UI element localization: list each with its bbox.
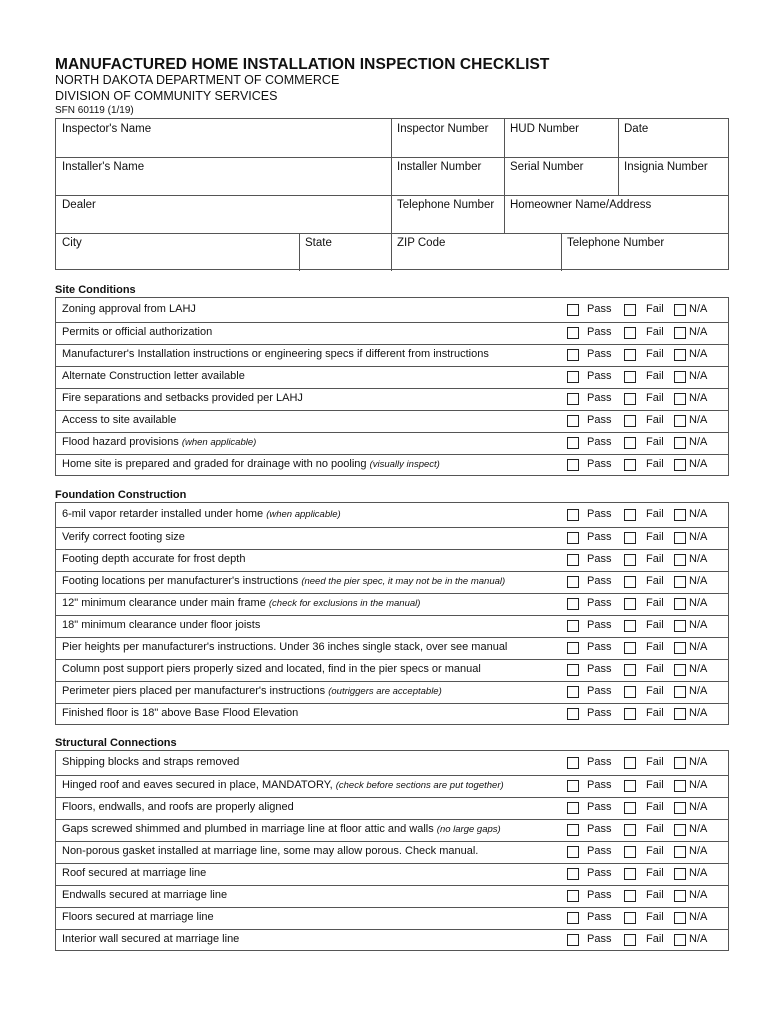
item-text: Interior wall secured at marriage line bbox=[62, 933, 240, 945]
fail-label: Fail bbox=[646, 575, 664, 587]
dealer-telephone-field[interactable]: Telephone Number bbox=[397, 199, 495, 211]
checklist-item bbox=[56, 841, 728, 863]
fail-checkbox[interactable] bbox=[624, 912, 636, 924]
item-label bbox=[62, 889, 227, 901]
fail-label: Fail bbox=[646, 911, 664, 923]
checklist-item bbox=[56, 571, 728, 593]
na-label: N/A bbox=[689, 531, 708, 543]
pass-label: Pass bbox=[587, 414, 612, 426]
item-text: Access to site available bbox=[62, 414, 177, 426]
fail-checkbox[interactable] bbox=[624, 934, 636, 946]
fail-label: Fail bbox=[646, 707, 664, 719]
item-label bbox=[62, 801, 294, 813]
item-label bbox=[62, 685, 442, 697]
fail-checkbox[interactable] bbox=[624, 576, 636, 588]
item-text: 6-mil vapor retarder installed under home bbox=[62, 508, 267, 520]
item-text: Gaps screwed shimmed and plumbed in marriage line at floor attic and walls bbox=[62, 823, 437, 835]
section-title: Structural Connections bbox=[55, 737, 177, 749]
na-label: N/A bbox=[689, 370, 708, 382]
pass-label: Pass bbox=[587, 597, 612, 609]
pass-label: Pass bbox=[587, 845, 612, 857]
pass-checkbox[interactable] bbox=[567, 598, 579, 610]
pass-label: Pass bbox=[587, 685, 612, 697]
pass-label: Pass bbox=[587, 707, 612, 719]
fail-label: Fail bbox=[646, 823, 664, 835]
item-text: Permits or official authorization bbox=[62, 326, 213, 338]
pass-checkbox[interactable] bbox=[567, 890, 579, 902]
item-label bbox=[62, 303, 196, 315]
item-text: Alternate Construction letter available bbox=[62, 370, 245, 382]
checklist-item bbox=[56, 775, 728, 797]
pass-label: Pass bbox=[587, 458, 612, 470]
item-label bbox=[62, 823, 501, 835]
checklist-item bbox=[56, 388, 728, 410]
pass-checkbox[interactable] bbox=[567, 912, 579, 924]
item-note: (need the pier spec, it may not be in the manual) bbox=[301, 576, 506, 587]
fail-checkbox[interactable] bbox=[624, 686, 636, 698]
item-label bbox=[62, 392, 303, 404]
fail-label: Fail bbox=[646, 845, 664, 857]
fail-label: Fail bbox=[646, 531, 664, 543]
pass-checkbox[interactable] bbox=[567, 708, 579, 720]
form-title: MANUFACTURED HOME INSTALLATION INSPECTION CHECKLIST bbox=[55, 56, 550, 73]
item-label bbox=[62, 508, 341, 520]
checklist-item bbox=[56, 432, 728, 454]
fail-label: Fail bbox=[646, 619, 664, 631]
pass-checkbox[interactable] bbox=[567, 934, 579, 946]
pass-checkbox[interactable] bbox=[567, 868, 579, 880]
fail-checkbox[interactable] bbox=[624, 620, 636, 632]
pass-label: Pass bbox=[587, 779, 612, 791]
pass-label: Pass bbox=[587, 933, 612, 945]
item-note: (check before sections are put together) bbox=[335, 780, 504, 791]
checklist-item bbox=[56, 819, 728, 841]
item-label bbox=[62, 707, 298, 719]
na-checkbox[interactable] bbox=[674, 576, 686, 588]
na-checkbox[interactable] bbox=[674, 509, 686, 521]
na-checkbox[interactable] bbox=[674, 890, 686, 902]
item-text: Verify correct footing size bbox=[62, 531, 185, 543]
pass-checkbox[interactable] bbox=[567, 757, 579, 769]
item-text: 12" minimum clearance under main frame bbox=[62, 597, 269, 609]
na-checkbox[interactable] bbox=[674, 824, 686, 836]
dealer-field[interactable]: Dealer bbox=[62, 199, 96, 211]
na-checkbox[interactable] bbox=[674, 554, 686, 566]
checklist-item bbox=[56, 503, 728, 527]
checklist-item bbox=[56, 885, 728, 907]
fail-label: Fail bbox=[646, 392, 664, 404]
item-text: Floors secured at marriage line bbox=[62, 911, 214, 923]
section-box bbox=[55, 297, 729, 476]
serial-number-field[interactable]: Serial Number bbox=[510, 161, 584, 173]
info-fields-box bbox=[55, 118, 729, 270]
item-text: Fire separations and setbacks provided per LAHJ bbox=[62, 392, 303, 404]
pass-label: Pass bbox=[587, 663, 612, 675]
city-field[interactable]: City bbox=[62, 237, 82, 249]
date-field[interactable]: Date bbox=[624, 123, 649, 135]
na-label: N/A bbox=[689, 867, 708, 879]
na-label: N/A bbox=[689, 801, 708, 813]
hud-number-field[interactable]: HUD Number bbox=[510, 123, 580, 135]
na-checkbox[interactable] bbox=[674, 393, 686, 405]
checklist-item bbox=[56, 659, 728, 681]
item-text: Zoning approval from LAHJ bbox=[62, 303, 196, 315]
pass-checkbox[interactable] bbox=[567, 576, 579, 588]
homeowner-field[interactable]: Homeowner Name/Address bbox=[510, 199, 652, 211]
na-label: N/A bbox=[689, 348, 708, 360]
pass-checkbox[interactable] bbox=[567, 780, 579, 792]
pass-checkbox[interactable] bbox=[567, 664, 579, 676]
checklist-item bbox=[56, 410, 728, 432]
pass-label: Pass bbox=[587, 801, 612, 813]
fail-checkbox[interactable] bbox=[624, 846, 636, 858]
item-note: (no large gaps) bbox=[436, 824, 501, 835]
na-label: N/A bbox=[689, 458, 708, 470]
inspector-name-field[interactable]: Inspector's Name bbox=[62, 123, 152, 135]
na-label: N/A bbox=[689, 597, 708, 609]
checklist-item bbox=[56, 366, 728, 388]
na-label: N/A bbox=[689, 779, 708, 791]
fail-label: Fail bbox=[646, 303, 664, 315]
fail-checkbox[interactable] bbox=[624, 708, 636, 720]
pass-label: Pass bbox=[587, 575, 612, 587]
na-label: N/A bbox=[689, 889, 708, 901]
pass-checkbox[interactable] bbox=[567, 327, 579, 339]
checklist-item bbox=[56, 454, 728, 476]
checklist-item bbox=[56, 703, 728, 725]
insignia-number-field[interactable]: Insignia Number bbox=[624, 161, 708, 173]
fail-checkbox[interactable] bbox=[624, 349, 636, 361]
pass-label: Pass bbox=[587, 326, 612, 338]
fail-checkbox[interactable] bbox=[624, 598, 636, 610]
fail-checkbox[interactable] bbox=[624, 509, 636, 521]
checklist-item bbox=[56, 549, 728, 571]
item-label bbox=[62, 641, 507, 653]
fail-label: Fail bbox=[646, 597, 664, 609]
item-label bbox=[62, 911, 214, 923]
item-label bbox=[62, 531, 185, 543]
fail-label: Fail bbox=[646, 458, 664, 470]
na-label: N/A bbox=[689, 911, 708, 923]
fail-checkbox[interactable] bbox=[624, 415, 636, 427]
pass-checkbox[interactable] bbox=[567, 437, 579, 449]
fail-checkbox[interactable] bbox=[624, 304, 636, 316]
na-checkbox[interactable] bbox=[674, 868, 686, 880]
pass-checkbox[interactable] bbox=[567, 371, 579, 383]
pass-checkbox[interactable] bbox=[567, 620, 579, 632]
pass-checkbox[interactable] bbox=[567, 802, 579, 814]
pass-label: Pass bbox=[587, 911, 612, 923]
checklist-item bbox=[56, 681, 728, 703]
pass-label: Pass bbox=[587, 392, 612, 404]
na-checkbox[interactable] bbox=[674, 415, 686, 427]
na-label: N/A bbox=[689, 392, 708, 404]
pass-label: Pass bbox=[587, 619, 612, 631]
na-checkbox[interactable] bbox=[674, 708, 686, 720]
na-checkbox[interactable] bbox=[674, 371, 686, 383]
item-label bbox=[62, 867, 206, 879]
item-text: Endwalls secured at marriage line bbox=[62, 889, 228, 901]
pass-label: Pass bbox=[587, 436, 612, 448]
pass-checkbox[interactable] bbox=[567, 846, 579, 858]
fail-checkbox[interactable] bbox=[624, 757, 636, 769]
item-text: Non-porous gasket installed at marriage line, some may allow porous. Check manual. bbox=[62, 845, 479, 857]
item-label bbox=[62, 756, 239, 768]
na-checkbox[interactable] bbox=[674, 642, 686, 654]
fail-label: Fail bbox=[646, 508, 664, 520]
na-label: N/A bbox=[689, 619, 708, 631]
fail-checkbox[interactable] bbox=[624, 642, 636, 654]
section-box bbox=[55, 750, 729, 951]
na-checkbox[interactable] bbox=[674, 757, 686, 769]
fail-label: Fail bbox=[646, 348, 664, 360]
item-label bbox=[62, 779, 504, 791]
pass-checkbox[interactable] bbox=[567, 686, 579, 698]
installer-name-field[interactable]: Installer's Name bbox=[62, 161, 145, 173]
inspector-number-field[interactable]: Inspector Number bbox=[397, 123, 489, 135]
fail-checkbox[interactable] bbox=[624, 393, 636, 405]
na-checkbox[interactable] bbox=[674, 686, 686, 698]
na-label: N/A bbox=[689, 823, 708, 835]
fail-label: Fail bbox=[646, 889, 664, 901]
na-label: N/A bbox=[689, 436, 708, 448]
fail-checkbox[interactable] bbox=[624, 868, 636, 880]
item-text: Perimeter piers placed per manufacturer's instructions bbox=[62, 685, 329, 697]
fail-label: Fail bbox=[646, 326, 664, 338]
na-label: N/A bbox=[689, 933, 708, 945]
fail-label: Fail bbox=[646, 370, 664, 382]
item-text: Footing depth accurate for frost depth bbox=[62, 553, 246, 565]
pass-checkbox[interactable] bbox=[567, 824, 579, 836]
checklist-item bbox=[56, 907, 728, 929]
pass-label: Pass bbox=[587, 370, 612, 382]
checklist-item bbox=[56, 797, 728, 819]
form-number: SFN 60119 (1/19) bbox=[55, 105, 134, 116]
na-label: N/A bbox=[689, 845, 708, 857]
fail-label: Fail bbox=[646, 436, 664, 448]
na-label: N/A bbox=[689, 414, 708, 426]
na-checkbox[interactable] bbox=[674, 437, 686, 449]
na-checkbox[interactable] bbox=[674, 802, 686, 814]
item-text: Column post support piers properly sized and located, find in the pier specs or manual bbox=[62, 663, 481, 675]
installer-number-field[interactable]: Installer Number bbox=[397, 161, 482, 173]
item-label bbox=[62, 663, 481, 675]
na-label: N/A bbox=[689, 508, 708, 520]
fail-label: Fail bbox=[646, 641, 664, 653]
zip-code-field[interactable]: ZIP Code bbox=[397, 237, 446, 249]
fail-checkbox[interactable] bbox=[624, 890, 636, 902]
checklist-item bbox=[56, 344, 728, 366]
pass-label: Pass bbox=[587, 889, 612, 901]
pass-label: Pass bbox=[587, 553, 612, 565]
fail-checkbox[interactable] bbox=[624, 459, 636, 471]
item-note: (when applicable) bbox=[181, 437, 257, 448]
item-text: Finished floor is 18" above Base Flood Elevation bbox=[62, 707, 299, 719]
fail-label: Fail bbox=[646, 867, 664, 879]
section-title: Foundation Construction bbox=[55, 489, 187, 501]
fail-checkbox[interactable] bbox=[624, 824, 636, 836]
na-label: N/A bbox=[689, 553, 708, 565]
na-label: N/A bbox=[689, 575, 708, 587]
na-checkbox[interactable] bbox=[674, 912, 686, 924]
na-label: N/A bbox=[689, 707, 708, 719]
checklist-item bbox=[56, 322, 728, 344]
na-checkbox[interactable] bbox=[674, 934, 686, 946]
fail-label: Fail bbox=[646, 553, 664, 565]
item-label bbox=[62, 414, 176, 426]
item-text: Floors, endwalls, and roofs are properly aligned bbox=[62, 801, 294, 813]
pass-checkbox[interactable] bbox=[567, 509, 579, 521]
pass-checkbox[interactable] bbox=[567, 415, 579, 427]
item-text: Pier heights per manufacturer's instructions. Under 36 inches single stack, over see manual bbox=[62, 641, 508, 653]
pass-checkbox[interactable] bbox=[567, 532, 579, 544]
na-checkbox[interactable] bbox=[674, 664, 686, 676]
na-checkbox[interactable] bbox=[674, 620, 686, 632]
na-checkbox[interactable] bbox=[674, 349, 686, 361]
na-checkbox[interactable] bbox=[674, 598, 686, 610]
fail-checkbox[interactable] bbox=[624, 327, 636, 339]
item-note: (when applicable) bbox=[266, 509, 341, 520]
checklist-item bbox=[56, 751, 728, 775]
checklist-item bbox=[56, 929, 728, 951]
pass-label: Pass bbox=[587, 348, 612, 360]
pass-label: Pass bbox=[587, 823, 612, 835]
item-text: 18" minimum clearance under floor joists bbox=[62, 619, 261, 631]
pass-label: Pass bbox=[587, 508, 612, 520]
pass-label: Pass bbox=[587, 867, 612, 879]
section-title: Site Conditions bbox=[55, 284, 136, 296]
item-label bbox=[62, 597, 420, 609]
fail-checkbox[interactable] bbox=[624, 802, 636, 814]
item-label bbox=[62, 553, 245, 565]
checklist-item bbox=[56, 615, 728, 637]
state-field[interactable]: State bbox=[305, 237, 332, 249]
item-label bbox=[62, 370, 245, 382]
pass-checkbox[interactable] bbox=[567, 459, 579, 471]
fail-checkbox[interactable] bbox=[624, 780, 636, 792]
item-label bbox=[62, 575, 505, 587]
checklist-item bbox=[56, 863, 728, 885]
division-name: DIVISION OF COMMUNITY SERVICES bbox=[55, 89, 278, 103]
na-label: N/A bbox=[689, 685, 708, 697]
fail-checkbox[interactable] bbox=[624, 664, 636, 676]
item-text: Home site is prepared and graded for drainage with no pooling bbox=[62, 458, 370, 470]
item-note: (visually inspect) bbox=[369, 459, 440, 470]
checklist-item bbox=[56, 298, 728, 322]
item-label bbox=[62, 619, 260, 631]
checklist-item bbox=[56, 593, 728, 615]
pass-label: Pass bbox=[587, 531, 612, 543]
item-label bbox=[62, 845, 478, 857]
pass-checkbox[interactable] bbox=[567, 554, 579, 566]
checklist-item bbox=[56, 637, 728, 659]
pass-checkbox[interactable] bbox=[567, 393, 579, 405]
na-checkbox[interactable] bbox=[674, 304, 686, 316]
na-label: N/A bbox=[689, 663, 708, 675]
pass-checkbox[interactable] bbox=[567, 304, 579, 316]
fail-label: Fail bbox=[646, 801, 664, 813]
na-label: N/A bbox=[689, 303, 708, 315]
item-text: Shipping blocks and straps removed bbox=[62, 756, 240, 768]
fail-label: Fail bbox=[646, 756, 664, 768]
na-checkbox[interactable] bbox=[674, 459, 686, 471]
na-checkbox[interactable] bbox=[674, 532, 686, 544]
na-label: N/A bbox=[689, 641, 708, 653]
item-text: Flood hazard provisions bbox=[62, 436, 182, 448]
pass-label: Pass bbox=[587, 641, 612, 653]
pass-checkbox[interactable] bbox=[567, 642, 579, 654]
fail-label: Fail bbox=[646, 779, 664, 791]
item-label bbox=[62, 326, 212, 338]
item-text: Manufacturer's Installation instructions or engineering specs if different from instructions bbox=[62, 348, 489, 360]
na-checkbox[interactable] bbox=[674, 780, 686, 792]
homeowner-telephone-field[interactable]: Telephone Number bbox=[567, 237, 665, 249]
fail-checkbox[interactable] bbox=[624, 532, 636, 544]
fail-checkbox[interactable] bbox=[624, 371, 636, 383]
fail-checkbox[interactable] bbox=[624, 554, 636, 566]
item-text: Hinged roof and eaves secured in place, MANDATORY, bbox=[62, 779, 336, 791]
fail-checkbox[interactable] bbox=[624, 437, 636, 449]
section-box bbox=[55, 502, 729, 725]
pass-checkbox[interactable] bbox=[567, 349, 579, 361]
na-label: N/A bbox=[689, 326, 708, 338]
fail-label: Fail bbox=[646, 414, 664, 426]
item-label bbox=[62, 933, 239, 945]
item-text: Roof secured at marriage line bbox=[62, 867, 207, 879]
fail-label: Fail bbox=[646, 933, 664, 945]
checklist-item bbox=[56, 527, 728, 549]
na-checkbox[interactable] bbox=[674, 327, 686, 339]
na-label: N/A bbox=[689, 756, 708, 768]
pass-label: Pass bbox=[587, 303, 612, 315]
item-text: Footing locations per manufacturer's instructions bbox=[62, 575, 302, 587]
item-label bbox=[62, 436, 256, 448]
department-name: NORTH DAKOTA DEPARTMENT OF COMMERCE bbox=[55, 73, 340, 87]
item-label bbox=[62, 348, 489, 360]
item-note: (check for exclusions in the manual) bbox=[268, 598, 421, 609]
fail-label: Fail bbox=[646, 663, 664, 675]
item-label bbox=[62, 458, 440, 470]
item-note: (outriggers are acceptable) bbox=[328, 686, 442, 697]
pass-label: Pass bbox=[587, 756, 612, 768]
na-checkbox[interactable] bbox=[674, 846, 686, 858]
fail-label: Fail bbox=[646, 685, 664, 697]
